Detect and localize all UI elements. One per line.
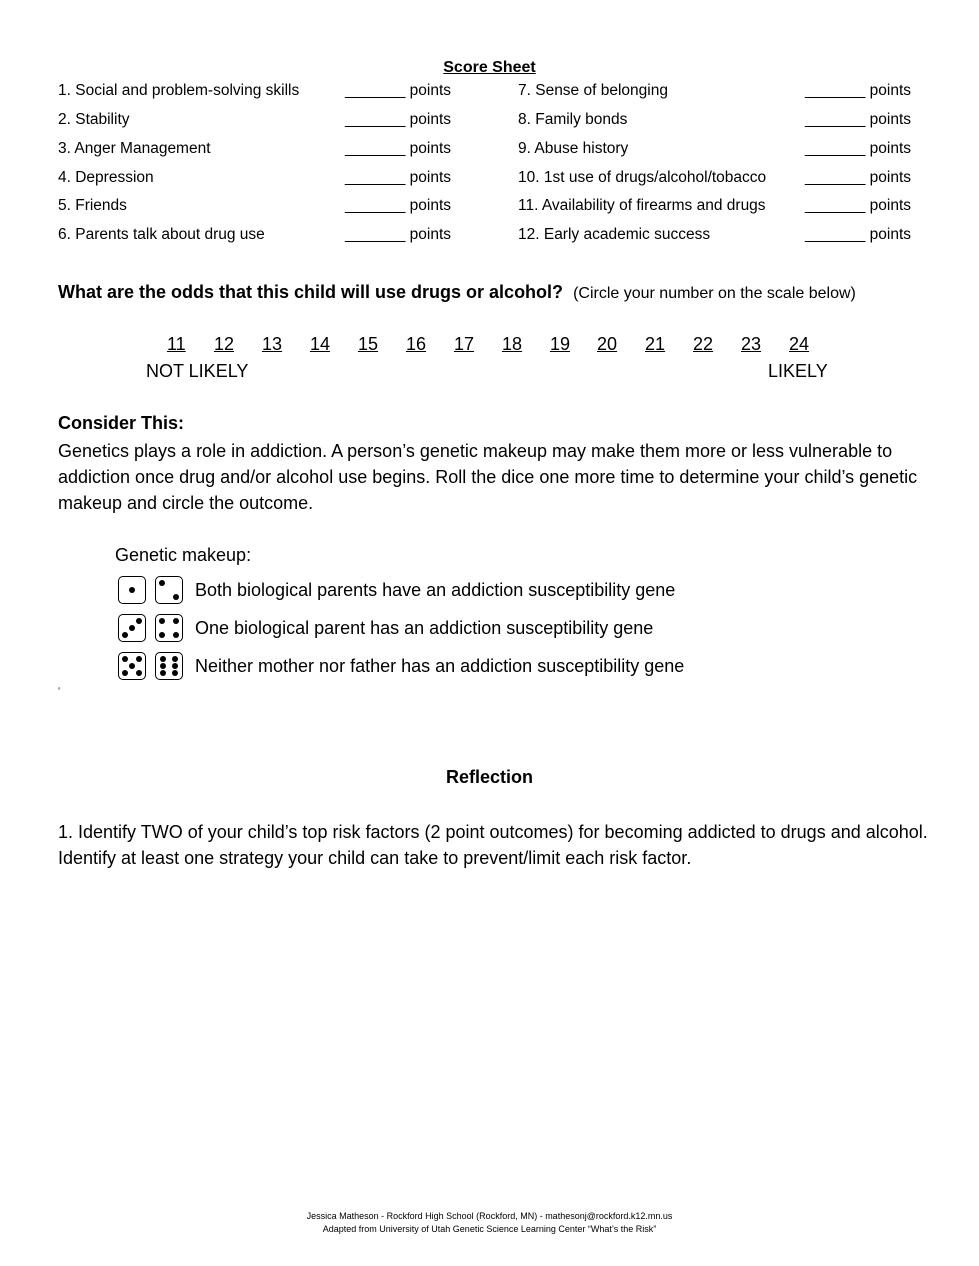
- score-sheet-title: Score Sheet: [443, 59, 536, 76]
- genetic-makeup-label: Genetic makeup:: [115, 545, 252, 565]
- blank-line: _______: [805, 82, 866, 99]
- scale-number-24[interactable]: 24: [789, 334, 810, 354]
- score-item-10: 10. 1st use of drugs/alcohol/tobacco: [518, 169, 767, 186]
- score-blank-2[interactable]: [345, 110, 451, 130]
- blank-line: _______: [805, 140, 866, 157]
- scale-low-label: NOT LIKELY: [146, 361, 249, 381]
- genetic-outcome-both[interactable]: Both biological parents have an addiction susceptibility gene: [195, 580, 676, 600]
- points-label: points: [869, 226, 912, 243]
- score-blank-11[interactable]: [805, 196, 911, 216]
- score-blank-1[interactable]: [345, 81, 451, 101]
- score-item-12: 12. Early academic success: [518, 226, 711, 243]
- scale-number-19[interactable]: 19: [550, 334, 571, 354]
- score-blank-4[interactable]: [345, 168, 451, 188]
- scale-number-16[interactable]: 16: [406, 334, 427, 354]
- points-label: points: [869, 111, 912, 128]
- die-five-icon: [118, 652, 146, 680]
- points-label: points: [409, 140, 452, 157]
- stray-mark: ‘: [58, 686, 61, 697]
- odds-question: [58, 282, 856, 303]
- consider-heading: Consider This:: [58, 413, 185, 433]
- scale-number-12[interactable]: 12: [214, 334, 235, 354]
- points-label: points: [409, 226, 452, 243]
- blank-line: _______: [345, 226, 406, 243]
- scale-number-22[interactable]: 22: [693, 334, 714, 354]
- points-label: points: [409, 197, 452, 214]
- reflection-item-1: 1. Identify TWO of your child’s top risk factors (2 point outcomes) for becoming addicted to drugs and alcohol. Identify at least one strategy your child can take to prevent/limit each risk factor.: [58, 822, 928, 868]
- score-item-9: 9. Abuse history: [518, 140, 629, 157]
- score-blank-5[interactable]: [345, 196, 451, 216]
- score-item-3: 3. Anger Management: [58, 140, 211, 157]
- score-blank-12[interactable]: [805, 225, 911, 245]
- points-label: points: [869, 140, 912, 157]
- reflection-heading: Reflection: [445, 767, 533, 787]
- score-item-7: 7. Sense of belonging: [518, 82, 668, 99]
- points-label: points: [409, 82, 452, 99]
- scale-number-18[interactable]: 18: [502, 334, 523, 354]
- points-label: points: [409, 111, 452, 128]
- score-item-6: 6. Parents talk about drug use: [58, 226, 265, 243]
- die-six-icon: [155, 652, 183, 680]
- points-label: points: [869, 197, 912, 214]
- die-three-icon: [118, 614, 146, 642]
- scale-number-11[interactable]: 11: [167, 334, 186, 354]
- score-blank-6[interactable]: [345, 225, 451, 245]
- score-item-1: 1. Social and problem-solving skills: [58, 82, 300, 99]
- scale-number-23[interactable]: 23: [741, 334, 762, 354]
- scale-number-17[interactable]: 17: [454, 334, 475, 354]
- scale-number-20[interactable]: 20: [597, 334, 618, 354]
- blank-line: _______: [345, 197, 406, 214]
- blank-line: _______: [805, 169, 866, 186]
- odds-question-text: What are the odds that this child will use drugs or alcohol?: [58, 282, 564, 302]
- score-blank-9[interactable]: [805, 139, 911, 159]
- blank-line: _______: [345, 169, 406, 186]
- score-item-4: 4. Depression: [58, 169, 154, 186]
- score-item-8: 8. Family bonds: [518, 111, 628, 128]
- blank-line: _______: [805, 111, 866, 128]
- scale-number-13[interactable]: 13: [262, 334, 283, 354]
- score-blank-8[interactable]: [805, 110, 911, 130]
- scale-number-21[interactable]: 21: [645, 334, 666, 354]
- points-label: points: [869, 82, 912, 99]
- blank-line: _______: [345, 82, 406, 99]
- die-four-icon: [155, 614, 183, 642]
- scale-number-14[interactable]: 14: [310, 334, 331, 354]
- scale-number-15[interactable]: 15: [358, 334, 379, 354]
- odds-question-hint: (Circle your number on the scale below): [573, 285, 856, 302]
- blank-line: _______: [345, 111, 406, 128]
- scale-high-label: LIKELY: [768, 361, 828, 381]
- consider-paragraph: Genetics plays a role in addiction. A person’s genetic makeup may make them more or less vulnerable to addiction once drug and/or alcohol use begins. Roll the dice one more time to determine your child’s genetic makeup and circle the outcome.: [58, 441, 918, 513]
- genetic-outcome-one[interactable]: One biological parent has an addiction susceptibility gene: [195, 618, 654, 638]
- points-label: points: [409, 169, 452, 186]
- score-item-2: 2. Stability: [58, 111, 130, 128]
- score-item-5: 5. Friends: [58, 197, 127, 214]
- blank-line: _______: [805, 197, 866, 214]
- die-one-icon: [118, 576, 146, 604]
- blank-line: _______: [345, 140, 406, 157]
- genetic-outcome-neither[interactable]: Neither mother nor father has an addiction susceptibility gene: [195, 656, 685, 676]
- footer-author: Jessica Matheson - Rockford High School (Rockford, MN) - mathesonj@rockford.k12.mn.us: [306, 1211, 673, 1221]
- score-item-11: 11. Availability of firearms and drugs: [518, 197, 766, 214]
- die-two-icon: [155, 576, 183, 604]
- score-blank-7[interactable]: [805, 81, 911, 101]
- score-blank-3[interactable]: [345, 139, 451, 159]
- footer-source: Adapted from University of Utah Genetic Science Learning Center “What’s the Risk”: [322, 1224, 657, 1234]
- score-blank-10[interactable]: [805, 168, 911, 188]
- points-label: points: [869, 169, 912, 186]
- blank-line: _______: [805, 226, 866, 243]
